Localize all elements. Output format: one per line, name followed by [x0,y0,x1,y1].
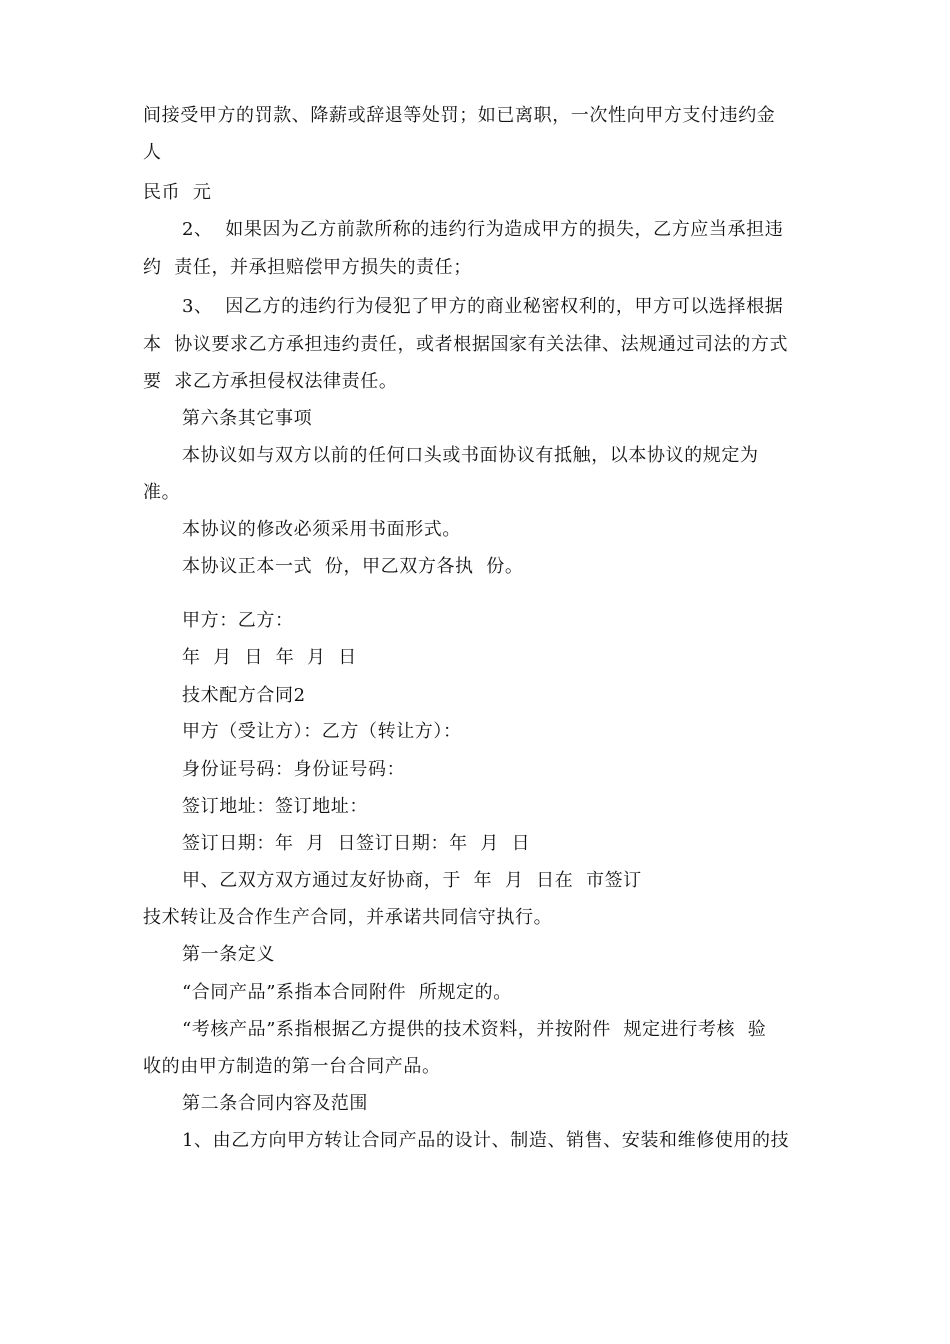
text-line: 1、由乙方向甲方转让合同产品的设计、制造、销售、安装和维修使用的技 [182,1130,790,1151]
contract-title: 技术配方合同2 [182,685,306,706]
text-line: 甲、乙双方双方通过友好协商，于 年 月 日在 市签订 [182,870,642,891]
text-line: 人 [143,142,162,163]
text-line: “考核产品”系指根据乙方提供的技术资料，并按附件 规定进行考核 验 [182,1019,767,1040]
text-line: 民币 元 [143,182,212,203]
section-heading: 第二条合同内容及范围 [182,1093,368,1114]
text-line: 2、 如果因为乙方前款所称的违约行为造成甲方的损失，乙方应当承担违 [182,219,784,240]
section-heading: 第一条定义 [182,944,275,965]
text-line: 本协议的修改必须采用书面形式。 [182,519,461,540]
text-line: 间接受甲方的罚款、降薪或辞退等处罚；如已离职，一次性向甲方支付违约金 [143,105,776,126]
text-line: 甲方（受让方）：乙方（转让方）： [182,721,462,742]
text-line: 身份证号码：身份证号码： [182,759,406,780]
text-line: 本协议如与双方以前的任何口头或书面协议有抵触，以本协议的规定为 [182,445,759,466]
text-line: “合同产品”系指本合同附件 所规定的。 [182,982,512,1003]
signature-parties: 甲方：乙方： [182,610,294,631]
text-line: 签订日期：年 月 日签订日期：年 月 日 [182,833,531,854]
text-line: 3、 因乙方的违约行为侵犯了甲方的商业秘密权利的，甲方可以选择根据 [182,296,784,317]
text-line: 要 求乙方承担侵权法律责任。 [143,371,398,392]
text-line: 本 协议要求乙方承担违约责任，或者根据国家有关法律、法规通过司法的方式 [143,334,789,355]
text-line: 收的由甲方制造的第一台合同产品。 [143,1056,441,1077]
signature-dates: 年 月 日 年 月 日 [182,647,357,668]
text-line: 准。 [143,482,181,503]
text-line: 约 责任，并承担赔偿甲方损失的责任； [143,257,472,278]
text-line: 签订地址：签订地址： [182,796,368,817]
text-line: 本协议正本一式 份，甲乙双方各执 份。 [182,556,524,577]
text-line: 技术转让及合作生产合同，并承诺共同信守执行。 [143,907,553,928]
section-heading: 第六条其它事项 [182,408,313,429]
